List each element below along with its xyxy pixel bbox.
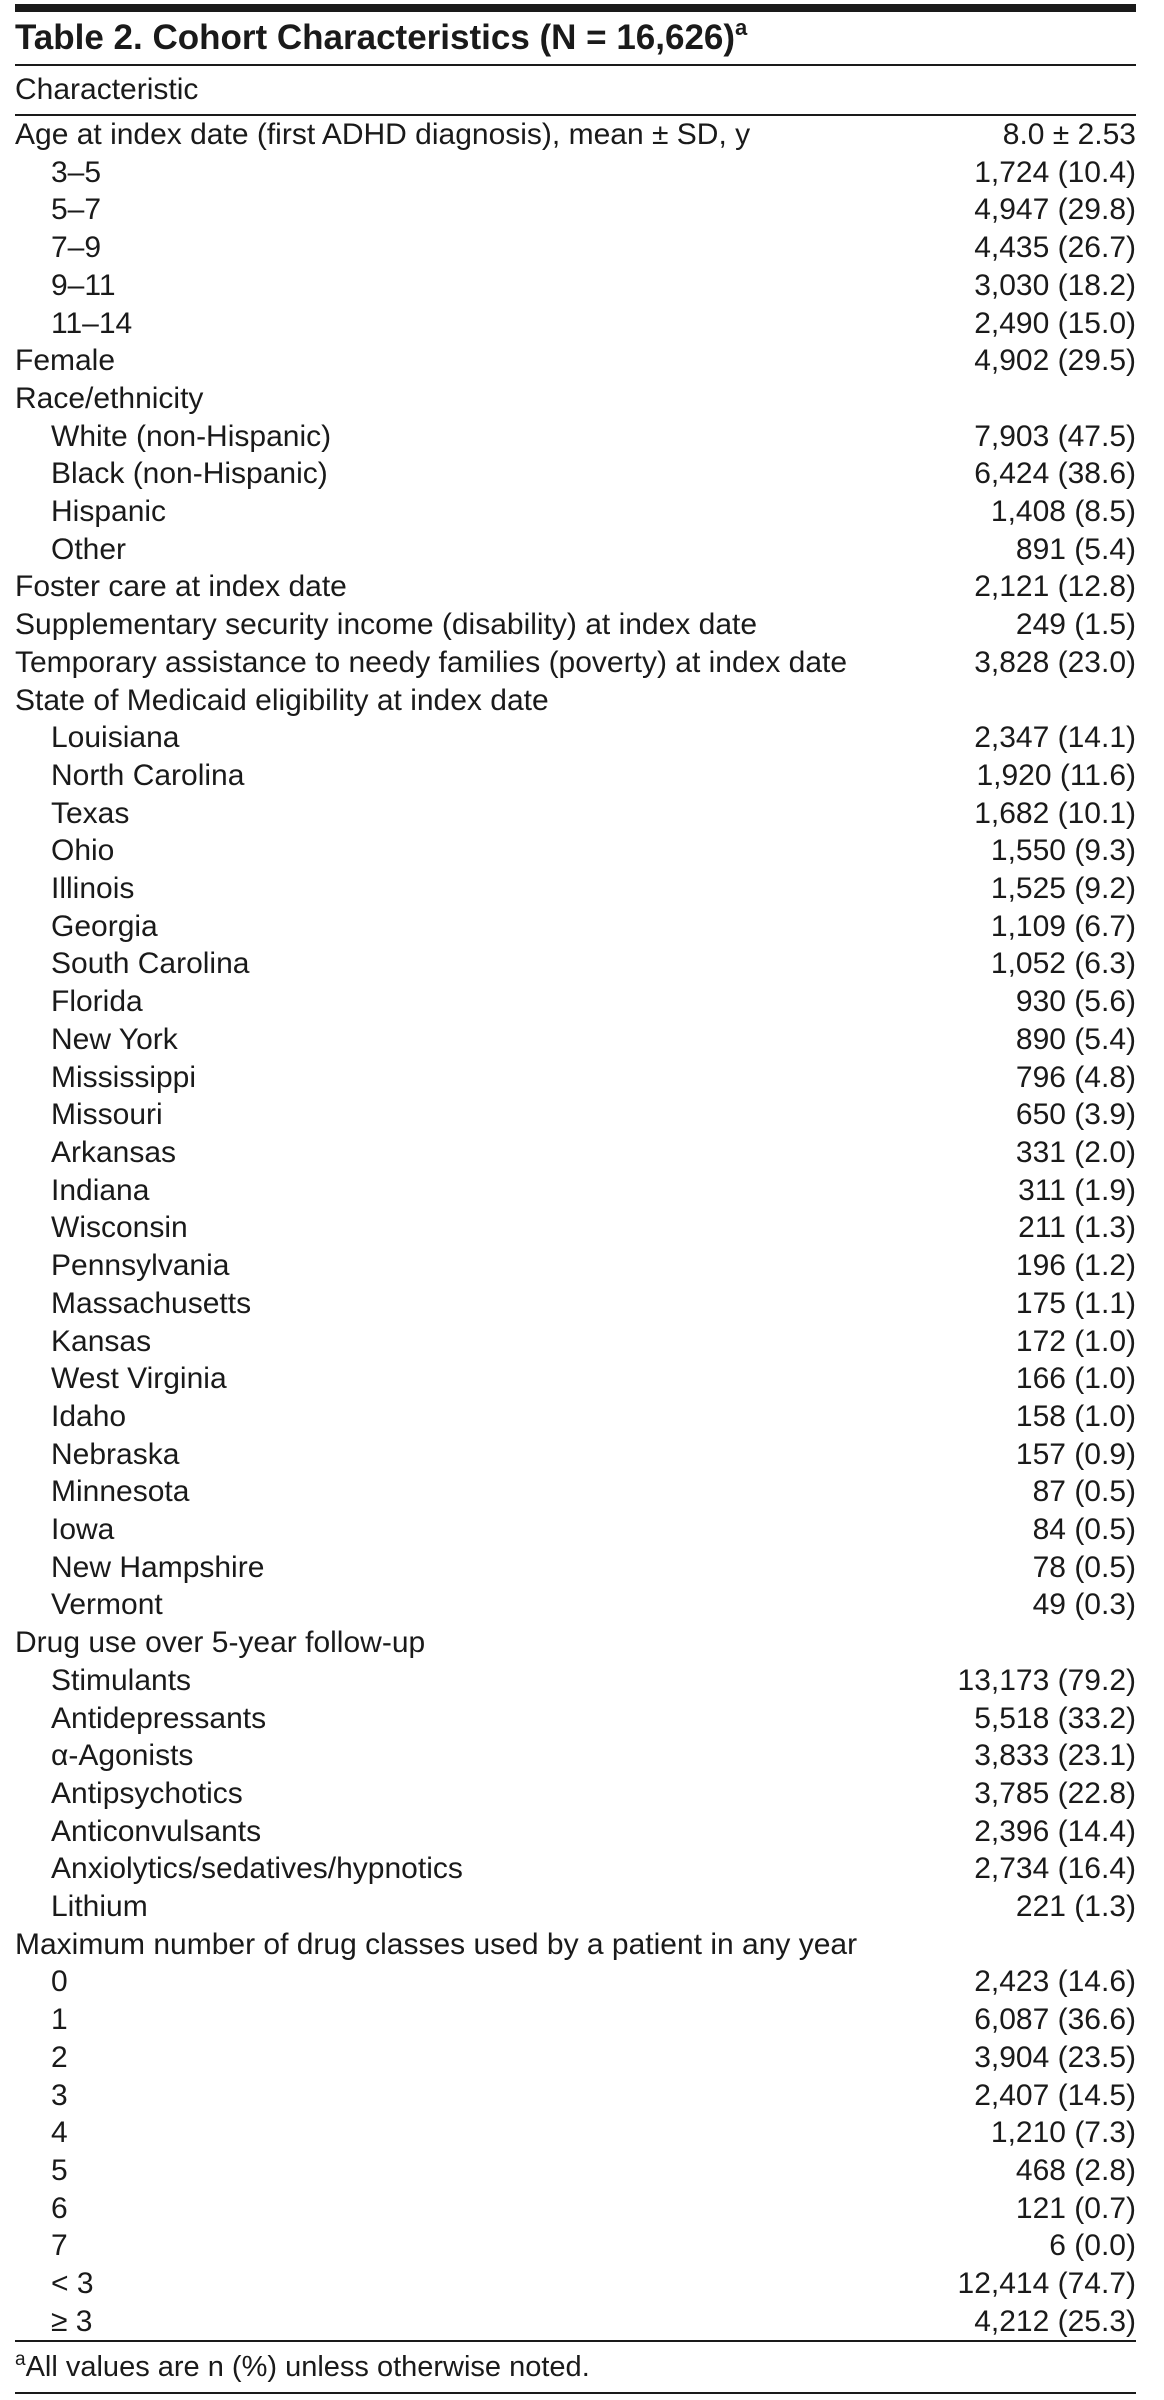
row-value: 6,424 (38.6) (974, 457, 1136, 491)
row-label: < 3 (51, 2267, 94, 2301)
table-row (15, 1096, 1136, 1134)
row-label: 9–11 (51, 268, 116, 302)
row-label: Black (non-Hispanic) (51, 457, 328, 491)
row-value: 1,550 (9.3) (990, 834, 1136, 868)
table-row (15, 1963, 1136, 2001)
title-footnote-marker: a (735, 15, 748, 40)
row-label: North Carolina (51, 758, 245, 792)
row-value: 1,109 (6.7) (990, 909, 1136, 943)
row-label: White (non-Hispanic) (51, 419, 332, 453)
table-row (15, 1021, 1136, 1059)
row-label: Antidepressants (51, 1701, 267, 1735)
row-label: South Carolina (51, 947, 250, 981)
row-label: Ohio (51, 834, 115, 868)
table-row (15, 455, 1136, 493)
table-document (0, 4, 1164, 2400)
table-row (15, 2039, 1136, 2077)
row-label: Mississippi (51, 1060, 197, 1094)
row-label: Anxiolytics/sedatives/hypnotics (51, 1852, 463, 1886)
table-row (15, 1209, 1136, 1247)
table-row (15, 568, 1136, 606)
row-label: Lithium (51, 1890, 148, 1924)
row-value: 2,407 (14.5) (974, 2078, 1136, 2112)
table-row (15, 154, 1136, 192)
row-value: 1,525 (9.2) (990, 872, 1136, 906)
table-row (15, 719, 1136, 757)
table-row (15, 2077, 1136, 2115)
table-row (15, 1737, 1136, 1775)
table-row (15, 1624, 1136, 1662)
row-value: 4,902 (29.5) (974, 344, 1136, 378)
data-table (15, 116, 1136, 2340)
row-value: 3,904 (23.5) (974, 2040, 1136, 2074)
table-row (15, 493, 1136, 531)
table-row (15, 644, 1136, 682)
table-row (15, 1586, 1136, 1624)
row-value: 166 (1.0) (1015, 1362, 1136, 1396)
table-row (15, 1850, 1136, 1888)
row-value: 84 (0.5) (1032, 1513, 1136, 1547)
row-value: 87 (0.5) (1032, 1475, 1136, 1509)
row-label: 11–14 (51, 306, 133, 340)
row-label: Illinois (51, 872, 135, 906)
table-row (15, 1134, 1136, 1172)
row-label: Drug use over 5-year follow-up (15, 1626, 426, 1660)
row-value: 1,724 (10.4) (974, 155, 1136, 189)
table-row (15, 191, 1136, 229)
row-label: 7–9 (51, 231, 102, 265)
row-label: Supplementary security income (disability) at index date (15, 608, 758, 642)
row-value: 7,903 (47.5) (974, 419, 1136, 453)
row-value: 3,785 (22.8) (974, 1776, 1136, 1810)
row-label: Foster care at index date (15, 570, 347, 604)
row-value: 158 (1.0) (1015, 1399, 1136, 1433)
row-value: 3,030 (18.2) (974, 268, 1136, 302)
row-value: 175 (1.1) (1015, 1286, 1136, 1320)
row-label: Kansas (51, 1324, 152, 1358)
row-label: Race/ethnicity (15, 381, 204, 415)
row-label: Arkansas (51, 1135, 177, 1169)
table-row (15, 1285, 1136, 1323)
row-value: 157 (0.9) (1015, 1437, 1136, 1471)
row-label: Hispanic (51, 495, 167, 529)
footnote-text: All values are n (%) unless otherwise noted. (25, 2351, 590, 2384)
table-row (15, 305, 1136, 343)
row-value: 1,052 (6.3) (990, 947, 1136, 981)
row-value: 49 (0.3) (1032, 1588, 1136, 1622)
row-label: 1 (51, 2003, 68, 2037)
row-label: α-Agonists (51, 1739, 194, 1773)
table-row (15, 1813, 1136, 1851)
footnote-rule (15, 2392, 1136, 2394)
table-row (15, 2265, 1136, 2303)
row-value: 8.0 ± 2.53 (1002, 118, 1136, 151)
row-value: 12,414 (74.7) (957, 2267, 1136, 2301)
row-value: 468 (2.8) (1015, 2153, 1136, 2187)
row-value (916, 1624, 1136, 1662)
table-row (15, 1323, 1136, 1361)
row-value: 4,212 (25.3) (974, 2304, 1136, 2338)
row-label: Other (51, 532, 127, 566)
table-row (15, 2303, 1136, 2341)
row-label: Age at index date (first ADHD diagnosis), mean ± SD, y (15, 118, 751, 151)
row-value: 890 (5.4) (1015, 1022, 1136, 1056)
row-value: 2,490 (15.0) (974, 306, 1136, 340)
row-label: 6 (51, 2191, 68, 2225)
table-row (15, 1888, 1136, 1926)
row-value: 121 (0.7) (1015, 2191, 1136, 2225)
row-label: Nebraska (51, 1437, 180, 1471)
row-label: 5–7 (51, 193, 102, 227)
row-value: 1,920 (11.6) (976, 758, 1136, 792)
row-label: Vermont (51, 1588, 163, 1622)
row-label: Pennsylvania (51, 1249, 230, 1283)
table-row (15, 2114, 1136, 2152)
row-value: 3,833 (23.1) (974, 1739, 1136, 1773)
row-label: Female (15, 344, 116, 378)
table-row (15, 757, 1136, 795)
table-row (15, 983, 1136, 1021)
row-value: 4,435 (26.7) (974, 231, 1136, 265)
row-label: Indiana (51, 1173, 150, 1207)
row-value: 2,423 (14.6) (974, 1965, 1136, 1999)
table-row (15, 229, 1136, 267)
table-row (15, 1247, 1136, 1285)
table-row (15, 1059, 1136, 1097)
row-value: 6 (0.0) (1049, 2229, 1136, 2263)
table-row (15, 418, 1136, 456)
row-label: 3 (51, 2078, 68, 2112)
row-label: Antipsychotics (51, 1776, 243, 1810)
row-value: 2,396 (14.4) (974, 1814, 1136, 1848)
row-value: 891 (5.4) (1015, 532, 1136, 566)
row-value: 6,087 (36.6) (974, 2003, 1136, 2037)
table-row (15, 1700, 1136, 1738)
table-row (15, 2001, 1136, 2039)
row-label: Texas (51, 796, 130, 830)
row-label: Idaho (51, 1399, 127, 1433)
row-label: Massachusetts (51, 1286, 252, 1320)
table-row (15, 2227, 1136, 2265)
table-row (15, 531, 1136, 569)
row-value: 13,173 (79.2) (957, 1663, 1136, 1697)
row-label: New Hampshire (51, 1550, 265, 1584)
table-row (15, 1511, 1136, 1549)
table-row (15, 116, 1136, 154)
table-body (15, 116, 1136, 2340)
row-label: Florida (51, 985, 143, 1019)
row-label: Louisiana (51, 721, 180, 755)
row-label: Minnesota (51, 1475, 190, 1509)
row-value: 930 (5.6) (1015, 985, 1136, 1019)
table-row (15, 2152, 1136, 2190)
table-row (15, 606, 1136, 644)
row-label: 7 (51, 2229, 68, 2263)
row-label: Missouri (51, 1098, 163, 1132)
table-row (15, 1172, 1136, 1210)
table-row (15, 1926, 1136, 1964)
table-row (15, 870, 1136, 908)
table-row (15, 1662, 1136, 1700)
row-label: New York (51, 1022, 178, 1056)
table-footnote (15, 2342, 1136, 2392)
table-row (15, 1549, 1136, 1587)
table-row (15, 2190, 1136, 2228)
row-label: ≥ 3 (51, 2304, 93, 2338)
row-value: 78 (0.5) (1032, 1550, 1136, 1584)
row-label: 2 (51, 2040, 68, 2074)
row-value: 2,347 (14.1) (974, 721, 1136, 755)
top-rule (15, 4, 1136, 12)
table-row (15, 1360, 1136, 1398)
row-value: 1,210 (7.3) (990, 2116, 1136, 2150)
row-value: 2,121 (12.8) (974, 570, 1136, 604)
row-value: 1,682 (10.1) (974, 796, 1136, 830)
row-value: 172 (1.0) (1015, 1324, 1136, 1358)
table-row (15, 380, 1136, 418)
table-row (15, 1473, 1136, 1511)
table-row (15, 832, 1136, 870)
table-row (15, 342, 1136, 380)
table-row (15, 267, 1136, 305)
row-label: West Virginia (51, 1362, 227, 1396)
row-label: State of Medicaid eligibility at index date (15, 683, 549, 717)
row-value: 311 (1.9) (1018, 1173, 1136, 1207)
row-label: Temporary assistance to needy families (poverty) at index date (15, 645, 848, 679)
footnote-marker: a (15, 2349, 26, 2371)
table-row (15, 795, 1136, 833)
row-label: Iowa (51, 1513, 115, 1547)
table-row (15, 1436, 1136, 1474)
row-label: Anticonvulsants (51, 1814, 262, 1848)
table-row (15, 1398, 1136, 1436)
row-value: 249 (1.5) (1015, 608, 1136, 642)
row-label: 5 (51, 2153, 68, 2187)
row-value: 221 (1.3) (1015, 1890, 1136, 1924)
row-value: 5,518 (33.2) (974, 1701, 1136, 1735)
row-value: 796 (4.8) (1015, 1060, 1136, 1094)
table-row (15, 945, 1136, 983)
row-value: 3,828 (23.0) (974, 645, 1136, 679)
row-label: Stimulants (51, 1663, 192, 1697)
row-value: 331 (2.0) (1015, 1135, 1136, 1169)
row-label: Wisconsin (51, 1211, 188, 1245)
row-label: 0 (51, 1965, 68, 1999)
row-value (916, 1926, 1136, 1964)
table-row (15, 1775, 1136, 1813)
table-title-text: Table 2. Cohort Characteristics (N = 16,626) (15, 18, 736, 57)
row-label: Georgia (51, 909, 158, 943)
row-label: 3–5 (51, 155, 102, 189)
row-value: 4,947 (29.8) (974, 193, 1136, 227)
row-value: 1,408 (8.5) (990, 495, 1136, 529)
row-label: Maximum number of drug classes used by a patient in any year (15, 1927, 858, 1961)
row-value: 2,734 (16.4) (974, 1852, 1136, 1886)
row-label: 4 (51, 2116, 68, 2150)
row-value (916, 682, 1136, 720)
row-value: 196 (1.2) (1015, 1249, 1136, 1283)
table-row (15, 682, 1136, 720)
table-row (15, 908, 1136, 946)
row-value: 650 (3.9) (1015, 1098, 1136, 1132)
column-header: Characteristic (15, 73, 199, 106)
table-title (15, 12, 1136, 64)
row-value: 211 (1.3) (1018, 1211, 1136, 1245)
row-value (916, 380, 1136, 418)
